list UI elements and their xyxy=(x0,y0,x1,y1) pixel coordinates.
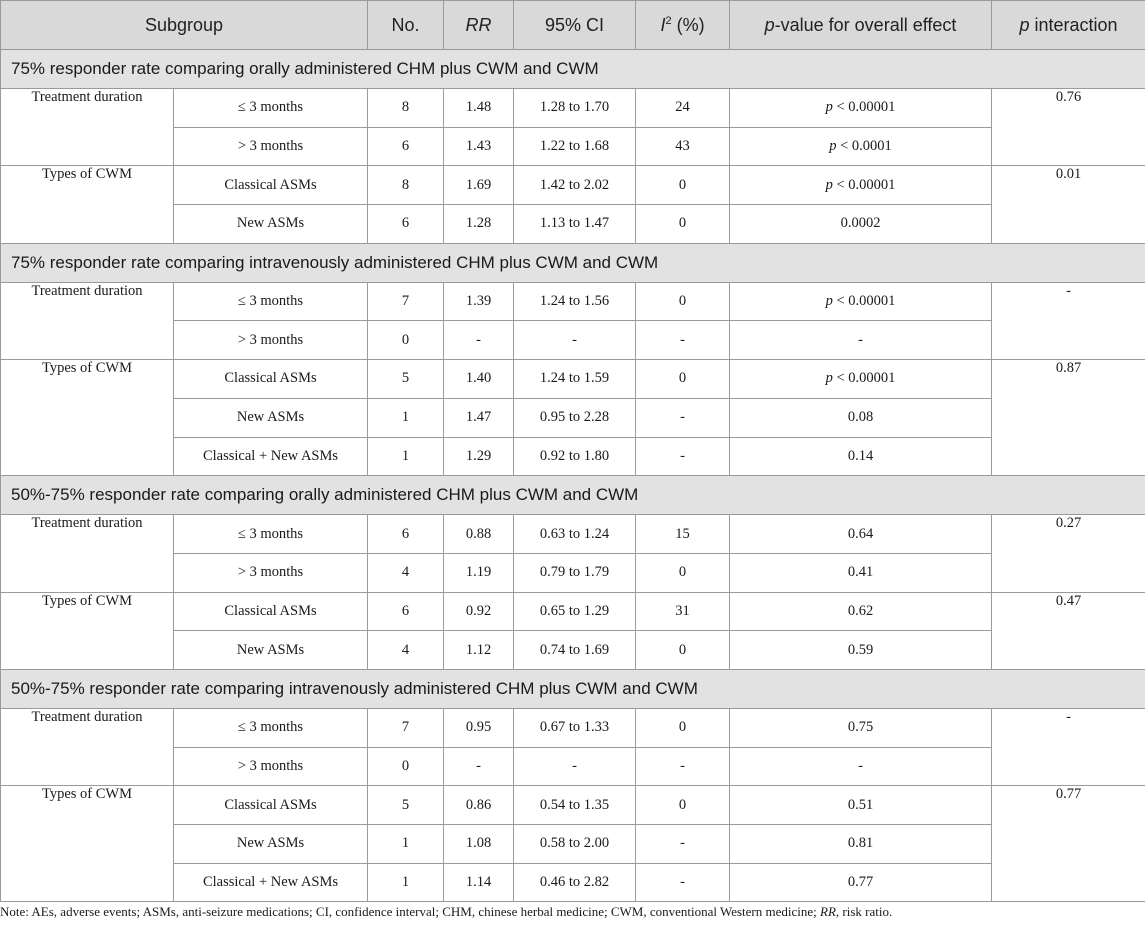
pvalue-p: p xyxy=(825,370,833,387)
subgroup-cell: Classical ASMs xyxy=(174,166,368,205)
section-title: 75% responder rate comparing intravenously administered CHM plus CWM and CWM xyxy=(1,243,1145,282)
table-row xyxy=(1,282,1145,321)
note-rr: RR xyxy=(820,904,836,919)
pvalue-cell xyxy=(730,166,992,205)
subgroup-cell: New ASMs xyxy=(174,825,368,864)
pvalue-cell xyxy=(730,89,992,128)
p-interaction-cell: 0.87 xyxy=(992,360,1145,476)
ci-cell: 0.65 to 1.29 xyxy=(514,592,636,631)
pvalue-cell xyxy=(730,708,992,747)
i2-cell: - xyxy=(636,321,730,360)
pvalue-p: p xyxy=(829,138,837,155)
pvalue-cell xyxy=(730,127,992,166)
section-header-row xyxy=(1,476,1145,515)
table-row xyxy=(1,708,1145,747)
pvalue-cell xyxy=(730,863,992,902)
pvalue-cell xyxy=(730,398,992,437)
i2-cell: - xyxy=(636,825,730,864)
ci-cell: 0.67 to 1.33 xyxy=(514,708,636,747)
no-cell: 0 xyxy=(368,747,444,786)
no-cell: 4 xyxy=(368,631,444,670)
ci-cell: - xyxy=(514,321,636,360)
group-label: Treatment duration xyxy=(1,89,174,166)
no-cell: 6 xyxy=(368,205,444,244)
pvalue-cell xyxy=(730,631,992,670)
i2-cell: 0 xyxy=(636,282,730,321)
pvalue-cell xyxy=(730,825,992,864)
pvalue-text: 0.81 xyxy=(847,835,874,852)
group-label: Treatment duration xyxy=(1,708,174,785)
note-end: , risk ratio. xyxy=(835,904,893,919)
no-cell: 4 xyxy=(368,553,444,592)
header-pint-rest: interaction xyxy=(1029,14,1118,35)
subgroup-cell: ≤ 3 months xyxy=(174,708,368,747)
subgroup-cell: > 3 months xyxy=(174,553,368,592)
p-interaction-cell: 0.27 xyxy=(992,515,1145,592)
ci-cell: - xyxy=(514,747,636,786)
no-cell: 5 xyxy=(368,360,444,399)
pvalue-text: 0.59 xyxy=(847,641,874,658)
i2-cell: - xyxy=(636,398,730,437)
p-interaction-cell: - xyxy=(992,282,1145,359)
subgroup-cell: New ASMs xyxy=(174,398,368,437)
pvalue-cell xyxy=(730,592,992,631)
pvalue-cell xyxy=(730,786,992,825)
section-header-row xyxy=(1,50,1145,89)
i2-cell: - xyxy=(636,437,730,476)
table-body xyxy=(1,50,1145,902)
header-p-interaction xyxy=(992,1,1145,50)
pvalue-cell xyxy=(730,553,992,592)
header-i2-letter: I xyxy=(660,14,666,35)
table-row xyxy=(1,89,1145,128)
p-interaction-cell: 0.76 xyxy=(992,89,1145,166)
subgroup-cell: > 3 months xyxy=(174,747,368,786)
ci-cell: 0.58 to 2.00 xyxy=(514,825,636,864)
no-cell: 7 xyxy=(368,708,444,747)
group-label: Treatment duration xyxy=(1,282,174,359)
subgroup-cell: New ASMs xyxy=(174,205,368,244)
pvalue-text: < 0.0001 xyxy=(836,138,892,155)
i2-cell: 43 xyxy=(636,127,730,166)
i2-cell: - xyxy=(636,863,730,902)
subgroup-cell: Classical + New ASMs xyxy=(174,437,368,476)
subgroup-cell: Classical + New ASMs xyxy=(174,863,368,902)
section-title: 50%-75% responder rate comparing intravenously administered CHM plus CWM and CWM xyxy=(1,669,1145,708)
pvalue-cell xyxy=(730,360,992,399)
rr-cell: 1.14 xyxy=(444,863,514,902)
i2-cell: - xyxy=(636,747,730,786)
header-pvalue xyxy=(730,1,992,50)
i2-cell: 15 xyxy=(636,515,730,554)
subgroup-cell: Classical ASMs xyxy=(174,360,368,399)
subgroup-cell: Classical ASMs xyxy=(174,592,368,631)
i2-cell: 0 xyxy=(636,786,730,825)
ci-cell: 0.92 to 1.80 xyxy=(514,437,636,476)
header-no: No. xyxy=(368,1,444,50)
header-i2 xyxy=(636,1,730,50)
section-header-row xyxy=(1,669,1145,708)
i2-cell: 24 xyxy=(636,89,730,128)
no-cell: 5 xyxy=(368,786,444,825)
subgroup-cell: Classical ASMs xyxy=(174,786,368,825)
no-cell: 8 xyxy=(368,89,444,128)
ci-cell: 0.74 to 1.69 xyxy=(514,631,636,670)
i2-cell: 0 xyxy=(636,360,730,399)
ci-cell: 0.46 to 2.82 xyxy=(514,863,636,902)
ci-cell: 1.24 to 1.56 xyxy=(514,282,636,321)
p-interaction-cell: - xyxy=(992,708,1145,785)
rr-cell: 1.28 xyxy=(444,205,514,244)
pvalue-text: 0.41 xyxy=(847,564,874,581)
subgroup-cell: New ASMs xyxy=(174,631,368,670)
rr-cell: 0.95 xyxy=(444,708,514,747)
table-row xyxy=(1,592,1145,631)
ci-cell: 1.42 to 2.02 xyxy=(514,166,636,205)
pvalue-cell xyxy=(730,205,992,244)
i2-cell: 0 xyxy=(636,708,730,747)
no-cell: 1 xyxy=(368,398,444,437)
pvalue-p: p xyxy=(825,99,833,116)
pvalue-text: 0.77 xyxy=(847,874,874,891)
pvalue-p: p xyxy=(825,293,833,310)
i2-cell: 31 xyxy=(636,592,730,631)
pvalue-text: - xyxy=(858,757,863,774)
rr-cell: 1.12 xyxy=(444,631,514,670)
header-pvalue-p: p xyxy=(764,14,775,35)
ci-cell: 1.28 to 1.70 xyxy=(514,89,636,128)
subgroup-cell: > 3 months xyxy=(174,321,368,360)
no-cell: 6 xyxy=(368,592,444,631)
table-note xyxy=(0,904,892,920)
pvalue-text: 0.64 xyxy=(847,525,874,542)
group-label: Treatment duration xyxy=(1,515,174,592)
rr-cell: - xyxy=(444,747,514,786)
pvalue-text: 0.51 xyxy=(847,796,874,813)
p-interaction-cell: 0.77 xyxy=(992,786,1145,902)
no-cell: 6 xyxy=(368,127,444,166)
subgroup-cell: ≤ 3 months xyxy=(174,515,368,554)
rr-cell: 1.69 xyxy=(444,166,514,205)
header-pvalue-rest: -value for overall effect xyxy=(774,14,957,35)
subgroup-cell: ≤ 3 months xyxy=(174,282,368,321)
p-interaction-cell: 0.47 xyxy=(992,592,1145,669)
header-ci: 95% CI xyxy=(514,1,636,50)
section-title: 75% responder rate comparing orally administered CHM plus CWM and CWM xyxy=(1,50,1145,89)
table-row xyxy=(1,360,1145,399)
rr-cell: 1.43 xyxy=(444,127,514,166)
subgroup-cell: > 3 months xyxy=(174,127,368,166)
pvalue-cell xyxy=(730,282,992,321)
pvalue-text: 0.0002 xyxy=(840,215,881,232)
ci-cell: 0.54 to 1.35 xyxy=(514,786,636,825)
no-cell: 7 xyxy=(368,282,444,321)
group-label: Types of CWM xyxy=(1,592,174,669)
section-header-row xyxy=(1,243,1145,282)
ci-cell: 0.79 to 1.79 xyxy=(514,553,636,592)
section-title: 50%-75% responder rate comparing orally administered CHM plus CWM and CWM xyxy=(1,476,1145,515)
rr-cell: 0.86 xyxy=(444,786,514,825)
rr-cell: 1.47 xyxy=(444,398,514,437)
pvalue-text: < 0.00001 xyxy=(832,293,896,310)
pvalue-text: < 0.00001 xyxy=(832,370,896,387)
no-cell: 6 xyxy=(368,515,444,554)
rr-cell: 1.48 xyxy=(444,89,514,128)
pvalue-cell xyxy=(730,515,992,554)
header-rr-text: RR xyxy=(465,14,492,35)
rr-cell: - xyxy=(444,321,514,360)
group-label: Types of CWM xyxy=(1,786,174,902)
pvalue-text: - xyxy=(858,331,863,348)
no-cell: 8 xyxy=(368,166,444,205)
rr-cell: 0.88 xyxy=(444,515,514,554)
header-row xyxy=(1,1,1145,50)
rr-cell: 1.39 xyxy=(444,282,514,321)
pvalue-cell xyxy=(730,437,992,476)
i2-cell: 0 xyxy=(636,553,730,592)
rr-cell: 1.08 xyxy=(444,825,514,864)
rr-cell: 0.92 xyxy=(444,592,514,631)
rr-cell: 1.19 xyxy=(444,553,514,592)
table-row xyxy=(1,786,1145,825)
group-label: Types of CWM xyxy=(1,360,174,476)
header-i2-sup: 2 xyxy=(665,14,672,27)
group-label: Types of CWM xyxy=(1,166,174,243)
no-cell: 1 xyxy=(368,863,444,902)
i2-cell: 0 xyxy=(636,205,730,244)
no-cell: 1 xyxy=(368,437,444,476)
pvalue-p: p xyxy=(825,176,833,193)
ci-cell: 1.24 to 1.59 xyxy=(514,360,636,399)
rr-cell: 1.40 xyxy=(444,360,514,399)
header-rr xyxy=(444,1,514,50)
table-row xyxy=(1,166,1145,205)
no-cell: 0 xyxy=(368,321,444,360)
header-i2-unit: (%) xyxy=(671,14,705,35)
i2-cell: 0 xyxy=(636,631,730,670)
pvalue-text: 0.75 xyxy=(847,719,874,736)
pvalue-text: 0.08 xyxy=(847,409,874,426)
subgroup-cell: ≤ 3 months xyxy=(174,89,368,128)
header-subgroup: Subgroup xyxy=(1,1,368,50)
header-pint-p: p xyxy=(1019,14,1030,35)
ci-cell: 0.63 to 1.24 xyxy=(514,515,636,554)
pvalue-cell xyxy=(730,321,992,360)
table-header xyxy=(1,1,1145,50)
ci-cell: 1.13 to 1.47 xyxy=(514,205,636,244)
i2-cell: 0 xyxy=(636,166,730,205)
pvalue-text: < 0.00001 xyxy=(832,99,896,116)
no-cell: 1 xyxy=(368,825,444,864)
pvalue-cell xyxy=(730,747,992,786)
rr-cell: 1.29 xyxy=(444,437,514,476)
table-row xyxy=(1,515,1145,554)
pvalue-text: 0.62 xyxy=(847,602,874,619)
ci-cell: 0.95 to 2.28 xyxy=(514,398,636,437)
pvalue-text: < 0.00001 xyxy=(832,176,896,193)
note-text: Note: AEs, adverse events; ASMs, anti-seizure medications; CI, confidence interval; CHM, chinese herbal medicine; CWM, conventional Western medicine; xyxy=(0,904,821,919)
pvalue-text: 0.14 xyxy=(847,447,874,464)
ci-cell: 1.22 to 1.68 xyxy=(514,127,636,166)
p-interaction-cell: 0.01 xyxy=(992,166,1145,243)
